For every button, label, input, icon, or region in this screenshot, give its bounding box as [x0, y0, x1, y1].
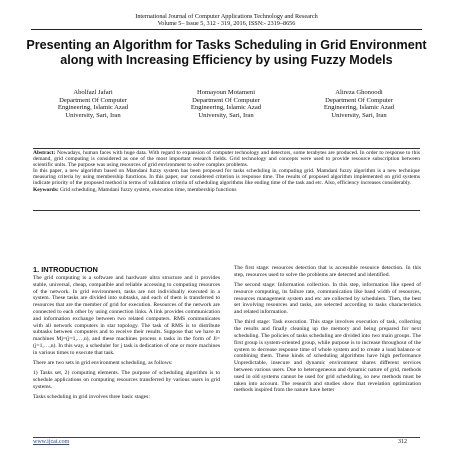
- author-loc: University, Sari, Iran: [198, 111, 254, 119]
- author-dept: Department Of Computer: [192, 96, 260, 104]
- journal-header: [0, 13, 453, 27]
- body-paragraph: The grid computing is a software and hardware ultra structure and it provides stable, universal, cheap, compatible and reliable accessing to computing resources of the network. In grid environment, tasks are not individually executed in a system. These tasks are divided into subtasks, and each of them is transferred to resources that are the member of grid for execution. Resources of the network are connected to each other by using connection links. A link provides communication and information exchange between two related computers. RMS communicates with all network computers in star topology. The task of RMS is to distribute subtasks between computers and to receive their results. Suppose that we have m machines Mj=(j=1,…,n), and these machines process n tasks in the form of Ji=(j=1,…,n). In this way, a scheduler for j task is dedication of one or more machines in various times to execute that task.: [33, 275, 220, 356]
- paper-title: Presenting an Algorithm for Tasks Scheduling in Grid Environment along with Increasing Efficiency by using Fuzzy Models: [26, 38, 427, 67]
- author-block: [30, 89, 422, 119]
- author-dept: Department Of Computer: [325, 96, 393, 104]
- body-paragraph: Tasks scheduling in grid involves three basic stages:: [33, 393, 150, 400]
- abstract-paragraph-1: [33, 150, 420, 168]
- body-paragraph: 1) Tasks set, 2) computing elements. The purpose of scheduling algorithm is to schedule applications on computing resources transferred by various users in grid systems.: [33, 370, 220, 390]
- author-name: Alireza Ghonoodi: [335, 89, 383, 96]
- author-loc: University, Sari, Iran: [331, 111, 387, 119]
- author-2: [163, 89, 289, 119]
- body-paragraph: There are two sets in grid environment scheduling, as follows:: [33, 359, 173, 366]
- author-loc: University, Sari, Iran: [65, 111, 121, 119]
- abstract-paragraph-2: In this paper, a new algorithm based on Mamdani fuzzy system has been proposed for tasks scheduling in computing grid. Mamdani fuzzy algorithm is a new technique measuring criteria by using membership functions. In this paper, our considered criterion is response time. The results of proposed algorithm implemented on grid systems indicate priority of the proposed method in terms of validation criteria of scheduling algorithms like ending time of the task and etc. Also, efficiency increases considerably.: [33, 168, 420, 187]
- keywords-label: Keywords:: [33, 186, 59, 193]
- author-name: Abolfazl Jafari: [73, 89, 113, 96]
- author-name: Homayoun Motameni: [196, 89, 256, 96]
- footer-rule: [33, 437, 420, 438]
- abstract-box: [33, 148, 420, 211]
- journal-name: International Journal of Computer Applications Technology and Research: [135, 13, 318, 20]
- abstract-label: Abstract:: [33, 150, 56, 156]
- author-dept: Department Of Computer: [59, 96, 127, 104]
- body-paragraph: The first stage: resources detection that is accessible resource detection. In this step, resources used to solve the problems are detected and identified.: [234, 265, 421, 278]
- right-column: [234, 265, 421, 398]
- body-paragraph: The third stage: Task execution. This stage involves execution of task, collecting the results and finally cleaning up the memory and being prepared for next scheduling. The policies of tasks scheduling are divided into two main groups. The first group is system-oriented group, while purpose is to increase throughout of the system to decrease response time of whole system and to create a load balance or combining them. These kinds of scheduling algorithms have high performance Unpredictable, insecure and dynamic environment shares different services between various users. Due to heterogeneous and dynamic nature of grid, methods used in old systems cannot be used for grid scheduling, so new methods must be taken into account. The research and studies show that revelation optimization methods inspired from the nature have better: [234, 319, 421, 394]
- journal-volume: Volume 5– Issue 5, 312 - 319, 2016, ISSN:- 2319–8656: [157, 20, 296, 28]
- keywords-line: [33, 187, 420, 193]
- author-inst: Engineering, Islamic Azad: [57, 104, 129, 112]
- author-3: [296, 89, 422, 119]
- abstract-text-1: Nowadays, human faces with huge data. With regard to expansion of computer technology and detectors, some terabytes are produced. In order to response to this demand, grid computing is considered as one of the most important research fields. Grid technology and concepts were used to provide resource subscription between scientific units. The purpose was using resources of grid environment to solve complex problems.: [33, 150, 420, 169]
- author-1: [30, 89, 156, 119]
- footer-link[interactable]: www.ijcat.com: [33, 439, 70, 445]
- page-number: 312: [398, 439, 407, 445]
- author-inst: Engineering, Islamic Azad: [190, 104, 262, 112]
- section-heading-introduction: 1. INTRODUCTION: [33, 265, 98, 274]
- body-paragraph: The second stage: Information collection. In this step, information like speed of resource computing, its failure rate, communication like band width of resources, resources management system and etc are collected by schedulers. Then, the best set involving resources and tasks, are selected according to tasks characteristics and related information.: [234, 281, 421, 316]
- header-rule: [31, 29, 422, 30]
- left-column: [33, 265, 220, 404]
- keywords-text: Grid scheduling, Mamdani fuzzy system, execution time, membership functions: [60, 186, 237, 193]
- author-inst: Engineering, Islamic Azad: [323, 104, 395, 112]
